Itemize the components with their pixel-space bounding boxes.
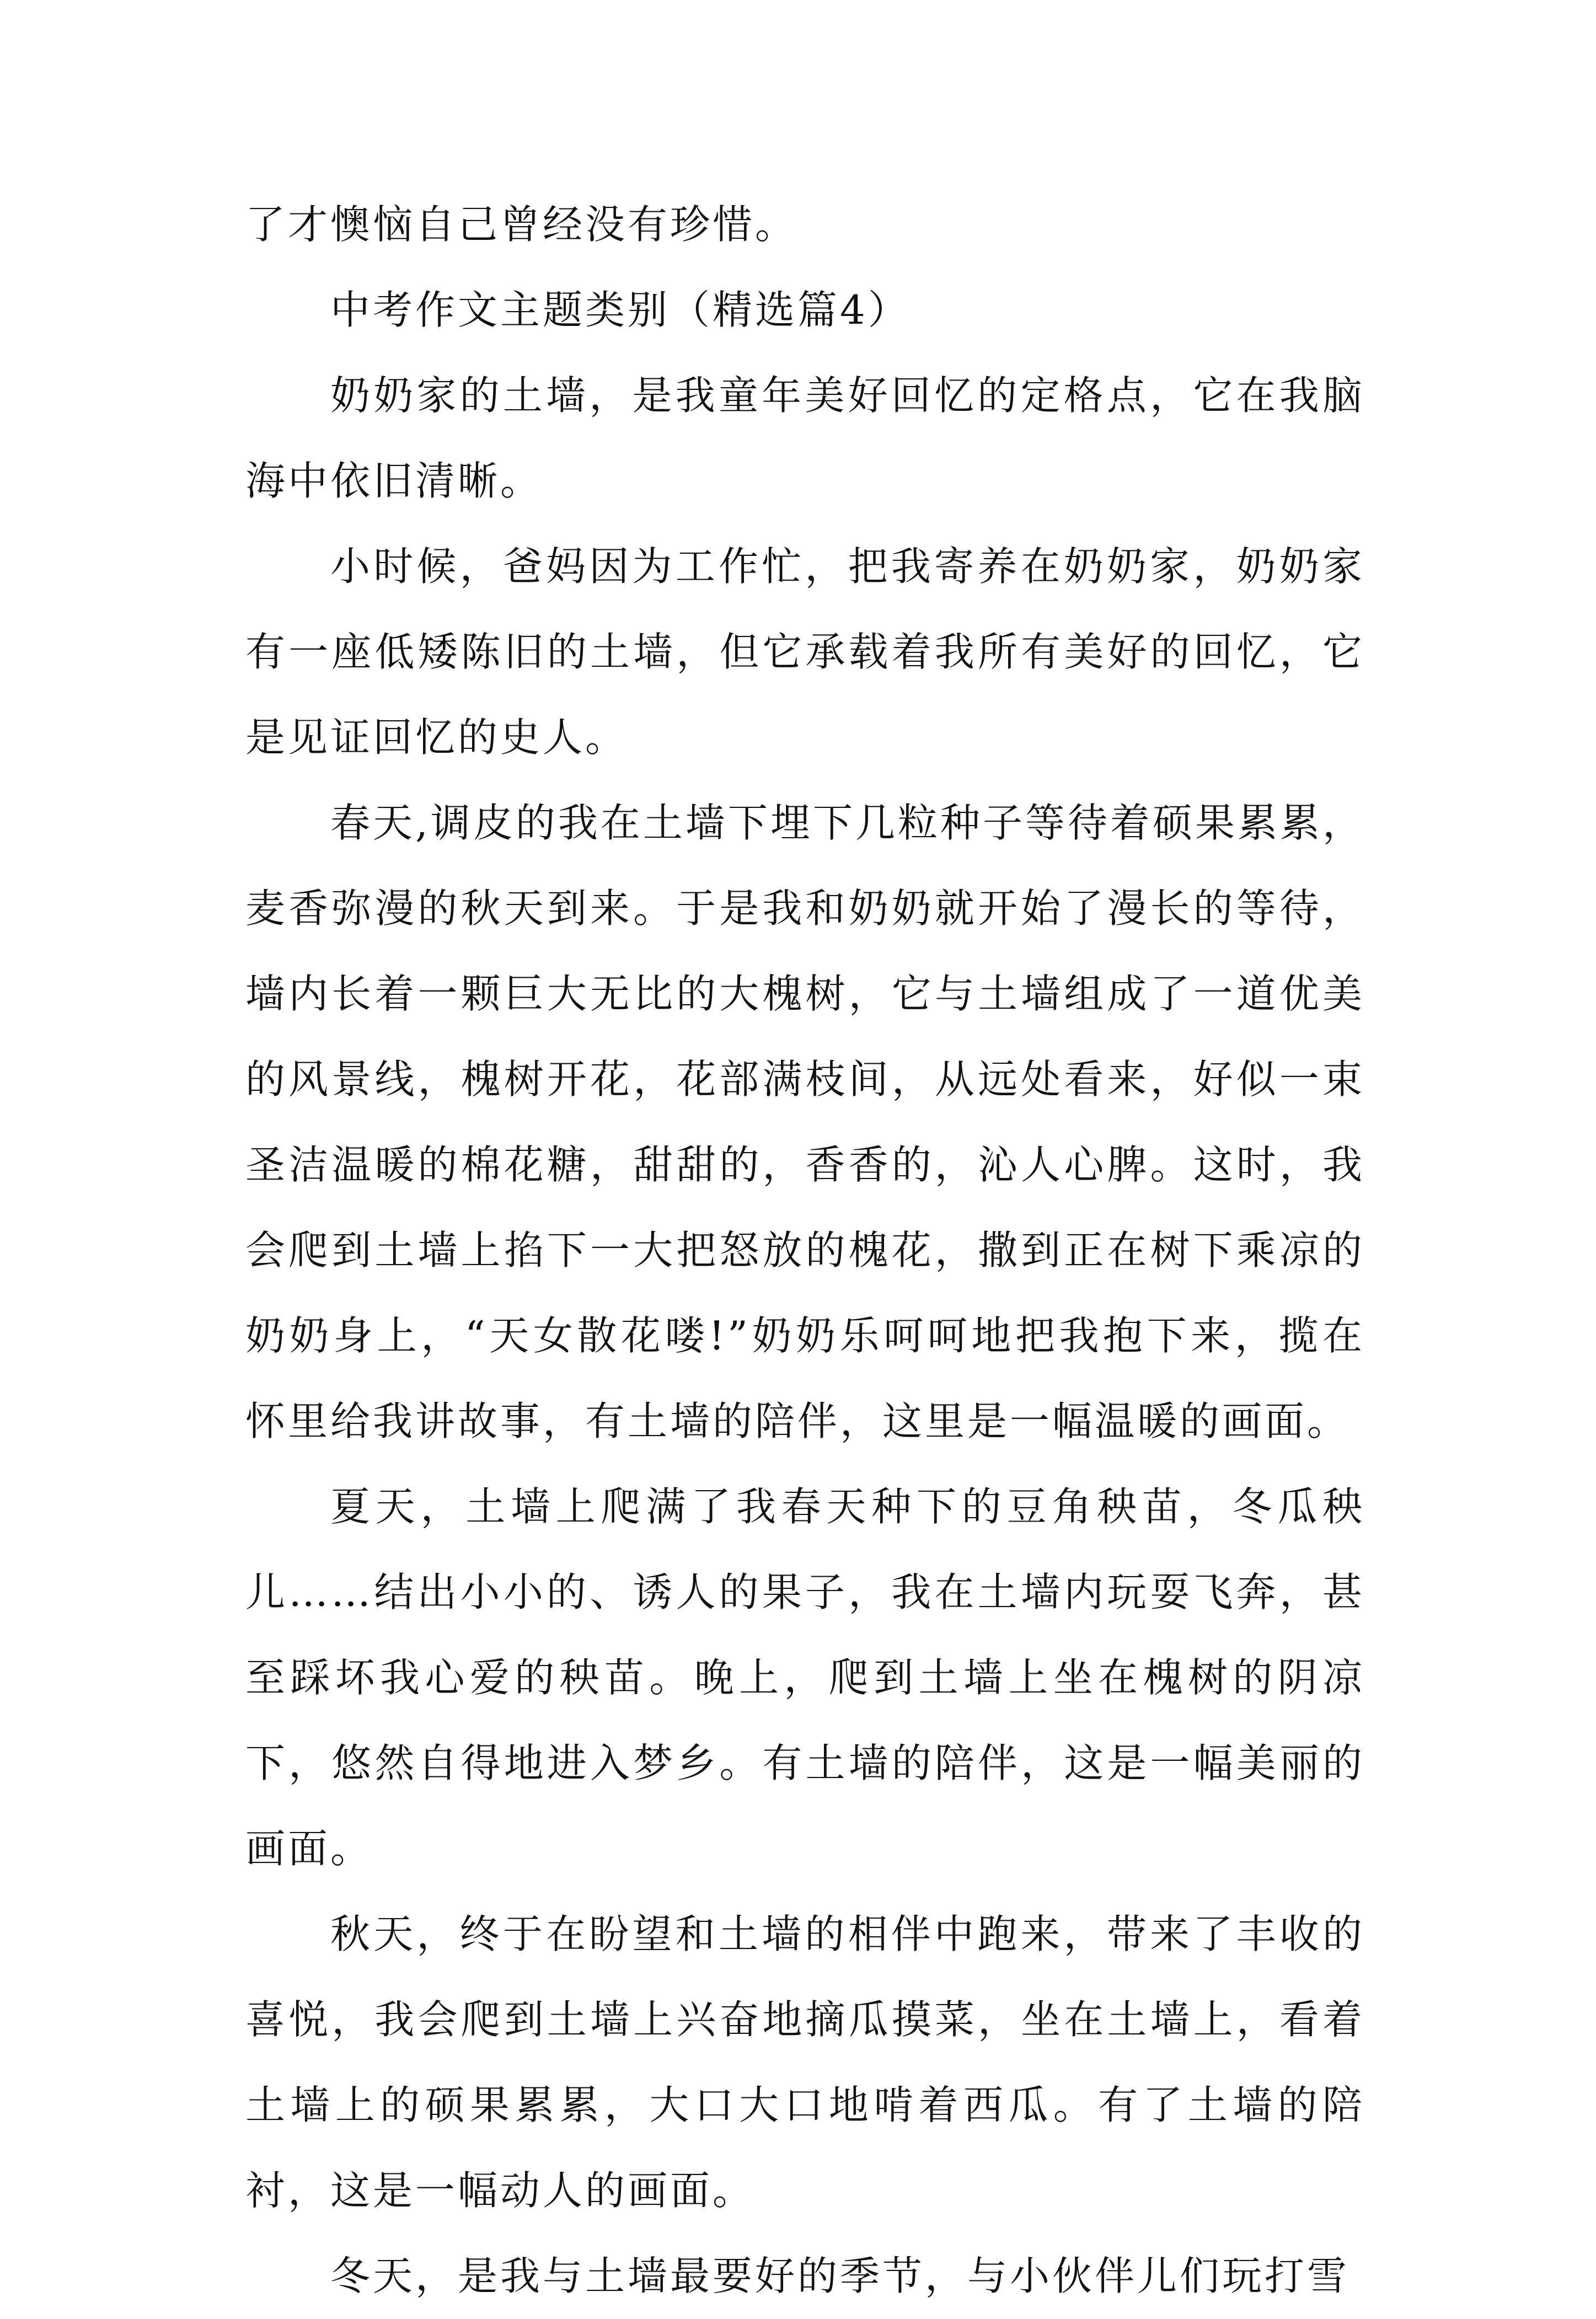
paragraph-winter: 冬天，是我与土墙最要好的季节，与小伙伴儿们玩打雪 <box>330 2253 1350 2299</box>
paragraph-summer: 夏天，土墙上爬满了我春天种下的豆角秧苗，冬瓜秧儿……结出小小的、诱人的果子，我在土墙内玩耍飞奔，甚至踩坏我心爱的秧苗。晚上，爬到土墙上坐在槐树的阴凉下，悠然自得地进入梦乡。有土墙的陪伴，这是一幅美丽的画面。 <box>245 1483 1365 1872</box>
paragraph-childhood: 小时候，爸妈因为工作忙，把我寄养在奶奶家，奶奶家有一座低矮陈旧的土墙，但它承载着我所有美好的回忆，它是见证回忆的史人。 <box>245 543 1365 760</box>
paragraph-autumn: 秋天，终于在盼望和土墙的相伴中跑来，带来了丰收的喜悦，我会爬到土墙上兴奋地摘瓜摸菜，坐在土墙上，看着土墙上的硕果累累，大口大口地啃着西瓜。有了土墙的陪衬，这是一幅动人的画面。 <box>245 1911 1365 2214</box>
section-heading: 中考作文主题类别（精选篇4） <box>330 287 911 333</box>
paragraph-intro: 奶奶家的土墙，是我童年美好回忆的定格点，它在我脑海中依旧清晰。 <box>245 372 1365 504</box>
article-body <box>245 182 1365 2319</box>
paragraph-spring: 春天,调皮的我在土墙下埋下几粒种子等待着硕果累累，麦香弥漫的秋天到来。于是我和奶奶就开始了漫长的等待，墙内长着一颗巨大无比的大槐树，它与土墙组成了一道优美的风景线，槐树开花，花部满枝间，从远处看来，好似一束圣洁温暖的棉花糖，甜甜的，香香的，沁人心脾。这时，我会爬到土墙上掐下一大把怒放的槐花，撒到正在树下乘凉的奶奶身上，“天女散花喽!”奶奶乐呵呵地把我抱下来，揽在怀里给我讲故事，有土墙的陪伴，这里是一幅温暖的画面。 <box>245 800 1365 1444</box>
paragraph-continuation: 了才懊恼自己曾经没有珍惜。 <box>245 201 798 248</box>
